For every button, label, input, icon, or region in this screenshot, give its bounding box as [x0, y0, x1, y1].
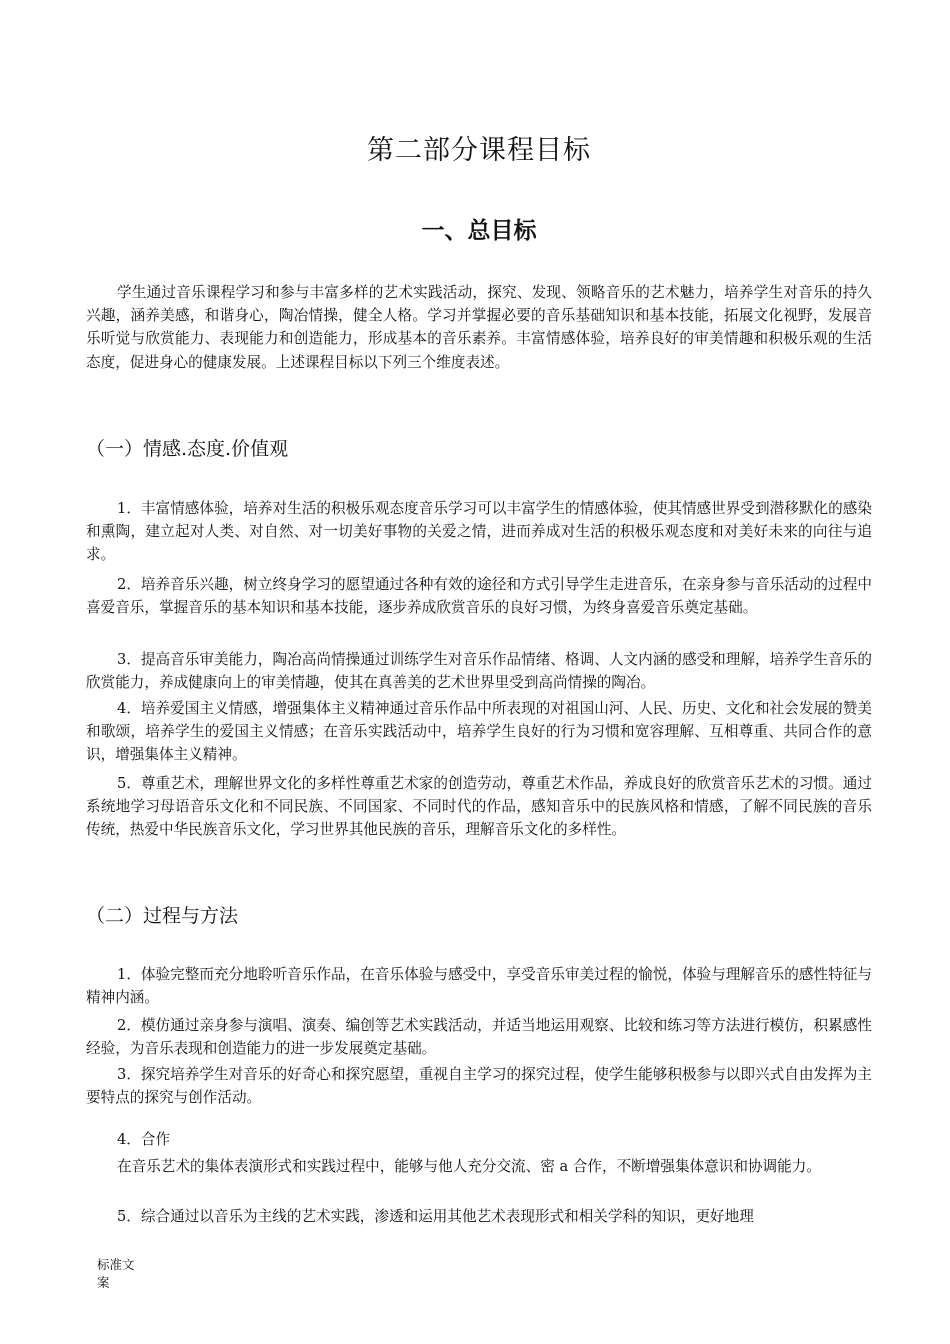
page-title: 第二部分课程目标 — [367, 135, 591, 166]
intro-paragraph: 学生通过音乐课程学习和参与丰富多样的艺术实践活动，探究、发现、领略音乐的艺术魅力，培养学生对音乐的持久兴趣，涵养美感，和谐身心，陶冶情操，健全人格。学习并掌握必要的音乐基础知识和基本技能，拓展文化视野，发展音乐听觉与欣赏能力、表现能力和创造能力，形成基本的音乐素养。丰富情感体验，培养良好的审美情趣和积极乐观的生活态度，促进身心的健康发展。上述课程目标以下列三个维度表述。 — [86, 284, 872, 371]
goal-item-2: 2．培养音乐兴趣，树立终身学习的愿望通过各种有效的途径和方式引导学生走进音乐，在亲身参与音乐活动的过程中喜爱音乐，掌握音乐的基本知识和基本技能，逐步养成欣赏音乐的良好习惯，为终身喜爱音乐奠定基础。 — [86, 576, 872, 617]
method-item-4-body: 在音乐艺术的集体表演形式和实践过程中，能够与他人充分交流、密 a 合作，不断增强集体意识和协调能力。 — [117, 1158, 821, 1175]
method-item-4-title: 4．合作 — [117, 1131, 171, 1148]
goal-item-3: 3．提高音乐审美能力，陶冶高尚情操通过训练学生对音乐作品情绪、格调、人文内涵的感受和理解，培养学生音乐的欣赏能力，养成健康向上的审美情趣，使其在真善美的艺术世界里受到高尚情操的陶冶。 — [86, 651, 872, 692]
section-heading: 一、总目标 — [421, 218, 537, 244]
method-item-5: 5．综合通过以音乐为主线的艺术实践，渗透和运用其他艺术表现形式和相关学科的知识，更好地理 — [117, 1208, 754, 1225]
subsection-heading-1: （一）情感.态度.价值观 — [86, 438, 289, 460]
method-item-3: 3．探究培养学生对音乐的好奇心和探究愿望，重视自主学习的探究过程，使学生能够积极参与以即兴式自由发挥为主要特点的探究与创作活动。 — [86, 1066, 872, 1107]
method-item-2: 2．模仿通过亲身参与演唱、演奏、编创等艺术实践活动，并适当地运用观察、比较和练习等方法进行模仿，积累感性经验，为音乐表现和创造能力的进一步发展奠定基础。 — [86, 1017, 872, 1058]
goal-item-1: 1．丰富情感体验，培养对生活的积极乐观态度音乐学习可以丰富学生的情感体验，使其情感世界受到潜移默化的感染和熏陶，建立起对人类、对自然、对一切美好事物的关爱之情，进而养成对生活的积极乐观态度和对美好未来的向往与追求。 — [86, 500, 872, 564]
goal-item-5: 5．尊重艺术，理解世界文化的多样性尊重艺术家的创造劳动，尊重艺术作品，养成良好的欣赏音乐艺术的习惯。通过系统地学习母语音乐文化和不同民族、不同国家、不同时代的作品，感知音乐中的民族风格和情感，了解不同民族的音乐传统，热爱中华民族音乐文化，学习世界其他民族的音乐，理解音乐文化的多样性。 — [86, 775, 872, 839]
footer-label: 标准文案 — [97, 1257, 135, 1290]
subsection-heading-2: （二）过程与方法 — [86, 905, 239, 927]
method-item-1: 1．体验完整而充分地聆听音乐作品，在音乐体验与感受中，享受音乐审美过程的愉悦，体验与理解音乐的感性特征与精神内涵。 — [86, 966, 872, 1007]
goal-item-4: 4．培养爱国主义情感，增强集体主义精神通过音乐作品中所表现的对祖国山河、人民、历史、文化和社会发展的赞美和歌颂，培养学生的爱国主义情感；在音乐实践活动中，培养学生良好的行为习惯和宽容理解、互相尊重、共同合作的意识，增强集体主义精神。 — [86, 700, 872, 764]
